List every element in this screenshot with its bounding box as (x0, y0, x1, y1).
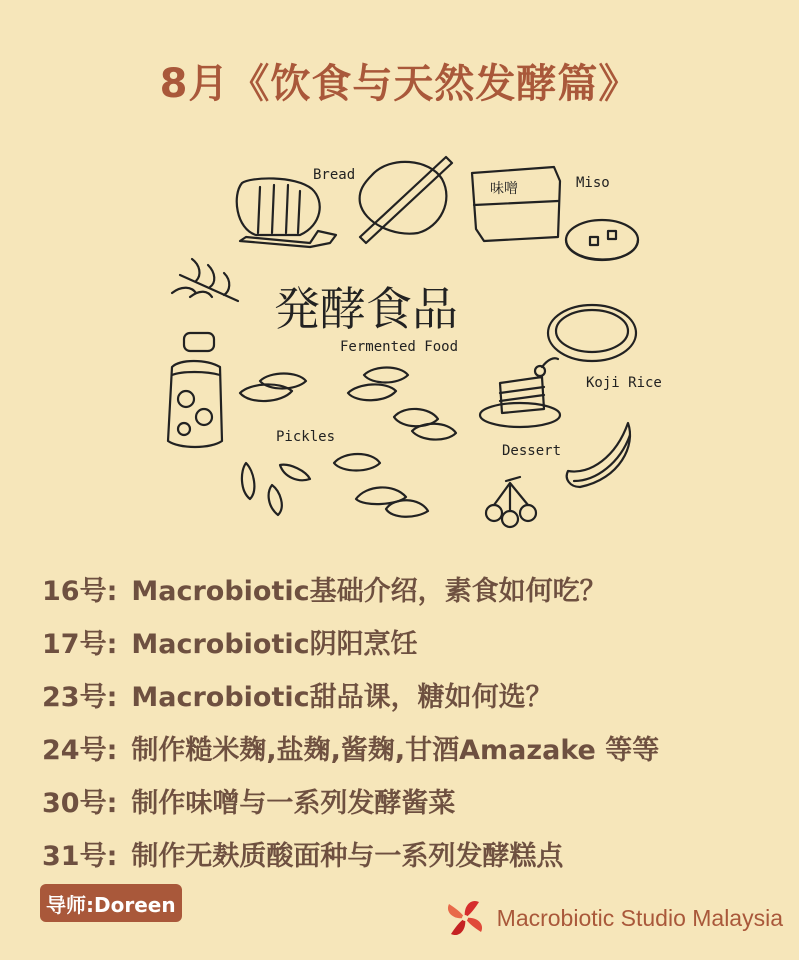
schedule-date: 31号: (42, 841, 118, 872)
schedule-topic: Macrobiotic甜品课，糖如何选？ (131, 682, 553, 713)
brand-signature (443, 896, 783, 940)
pickle-jar-icon (168, 333, 222, 447)
pickles-label: Pickles (276, 429, 336, 445)
schedule-row (42, 668, 782, 721)
cherries-icon (486, 477, 536, 527)
tutor-badge: 导师:Doreen (40, 884, 182, 922)
schedule-row (42, 721, 782, 774)
bread-icon (237, 178, 336, 247)
fermented-food-illustration (150, 145, 670, 545)
schedule-date: 23号: (42, 682, 118, 713)
schedule-topic: 制作味噌与一系列发酵酱菜 (131, 788, 456, 819)
miso-soup-icon (566, 220, 638, 260)
koji-rice-icon (548, 305, 636, 361)
schedule-date: 17号: (42, 629, 118, 660)
schedule-topic: Macrobiotic阴阳烹饪 (131, 629, 418, 660)
schedule-date: 16号: (42, 576, 118, 607)
wheat-icon (172, 259, 238, 301)
page-title: 8月《饮食与天然发酵篇》 (159, 61, 640, 107)
miso-label: Miso (576, 175, 610, 191)
schedule-row (42, 615, 782, 668)
bread-label: Bread (313, 167, 356, 183)
schedule-topic: 制作无麸质酸面种与一系列发酵糕点 (131, 841, 564, 872)
miso-box-icon (472, 167, 560, 241)
fermented-food-subheading: Fermented Food (340, 339, 459, 355)
banana-icon (567, 423, 630, 487)
brand-name: Macrobiotic Studio Malaysia (496, 904, 783, 931)
koji-rice-label: Koji Rice (586, 375, 662, 391)
schedule-topic: Macrobiotic基础介绍，素食如何吃？ (131, 576, 607, 607)
schedule-date: 30号: (42, 788, 118, 819)
schedule-list (42, 562, 782, 880)
schedule-row (42, 827, 782, 880)
schedule-row (42, 562, 782, 615)
pinwheel-logo-icon (443, 896, 487, 940)
cake-icon (480, 358, 560, 427)
schedule-topic: 制作糙米麹,盐麹,酱麹,甘酒Amazake 等等 (131, 735, 660, 766)
schedule-row (42, 774, 782, 827)
pickles-icon (240, 368, 456, 517)
rolling-pin-icon (360, 157, 452, 243)
schedule-date: 24号: (42, 735, 118, 766)
fermented-food-drawing (150, 145, 670, 545)
dessert-label: Dessert (502, 443, 562, 459)
fermented-food-heading: 発酵食品 (274, 282, 458, 336)
miso-box-label: 味噌 (490, 181, 518, 197)
